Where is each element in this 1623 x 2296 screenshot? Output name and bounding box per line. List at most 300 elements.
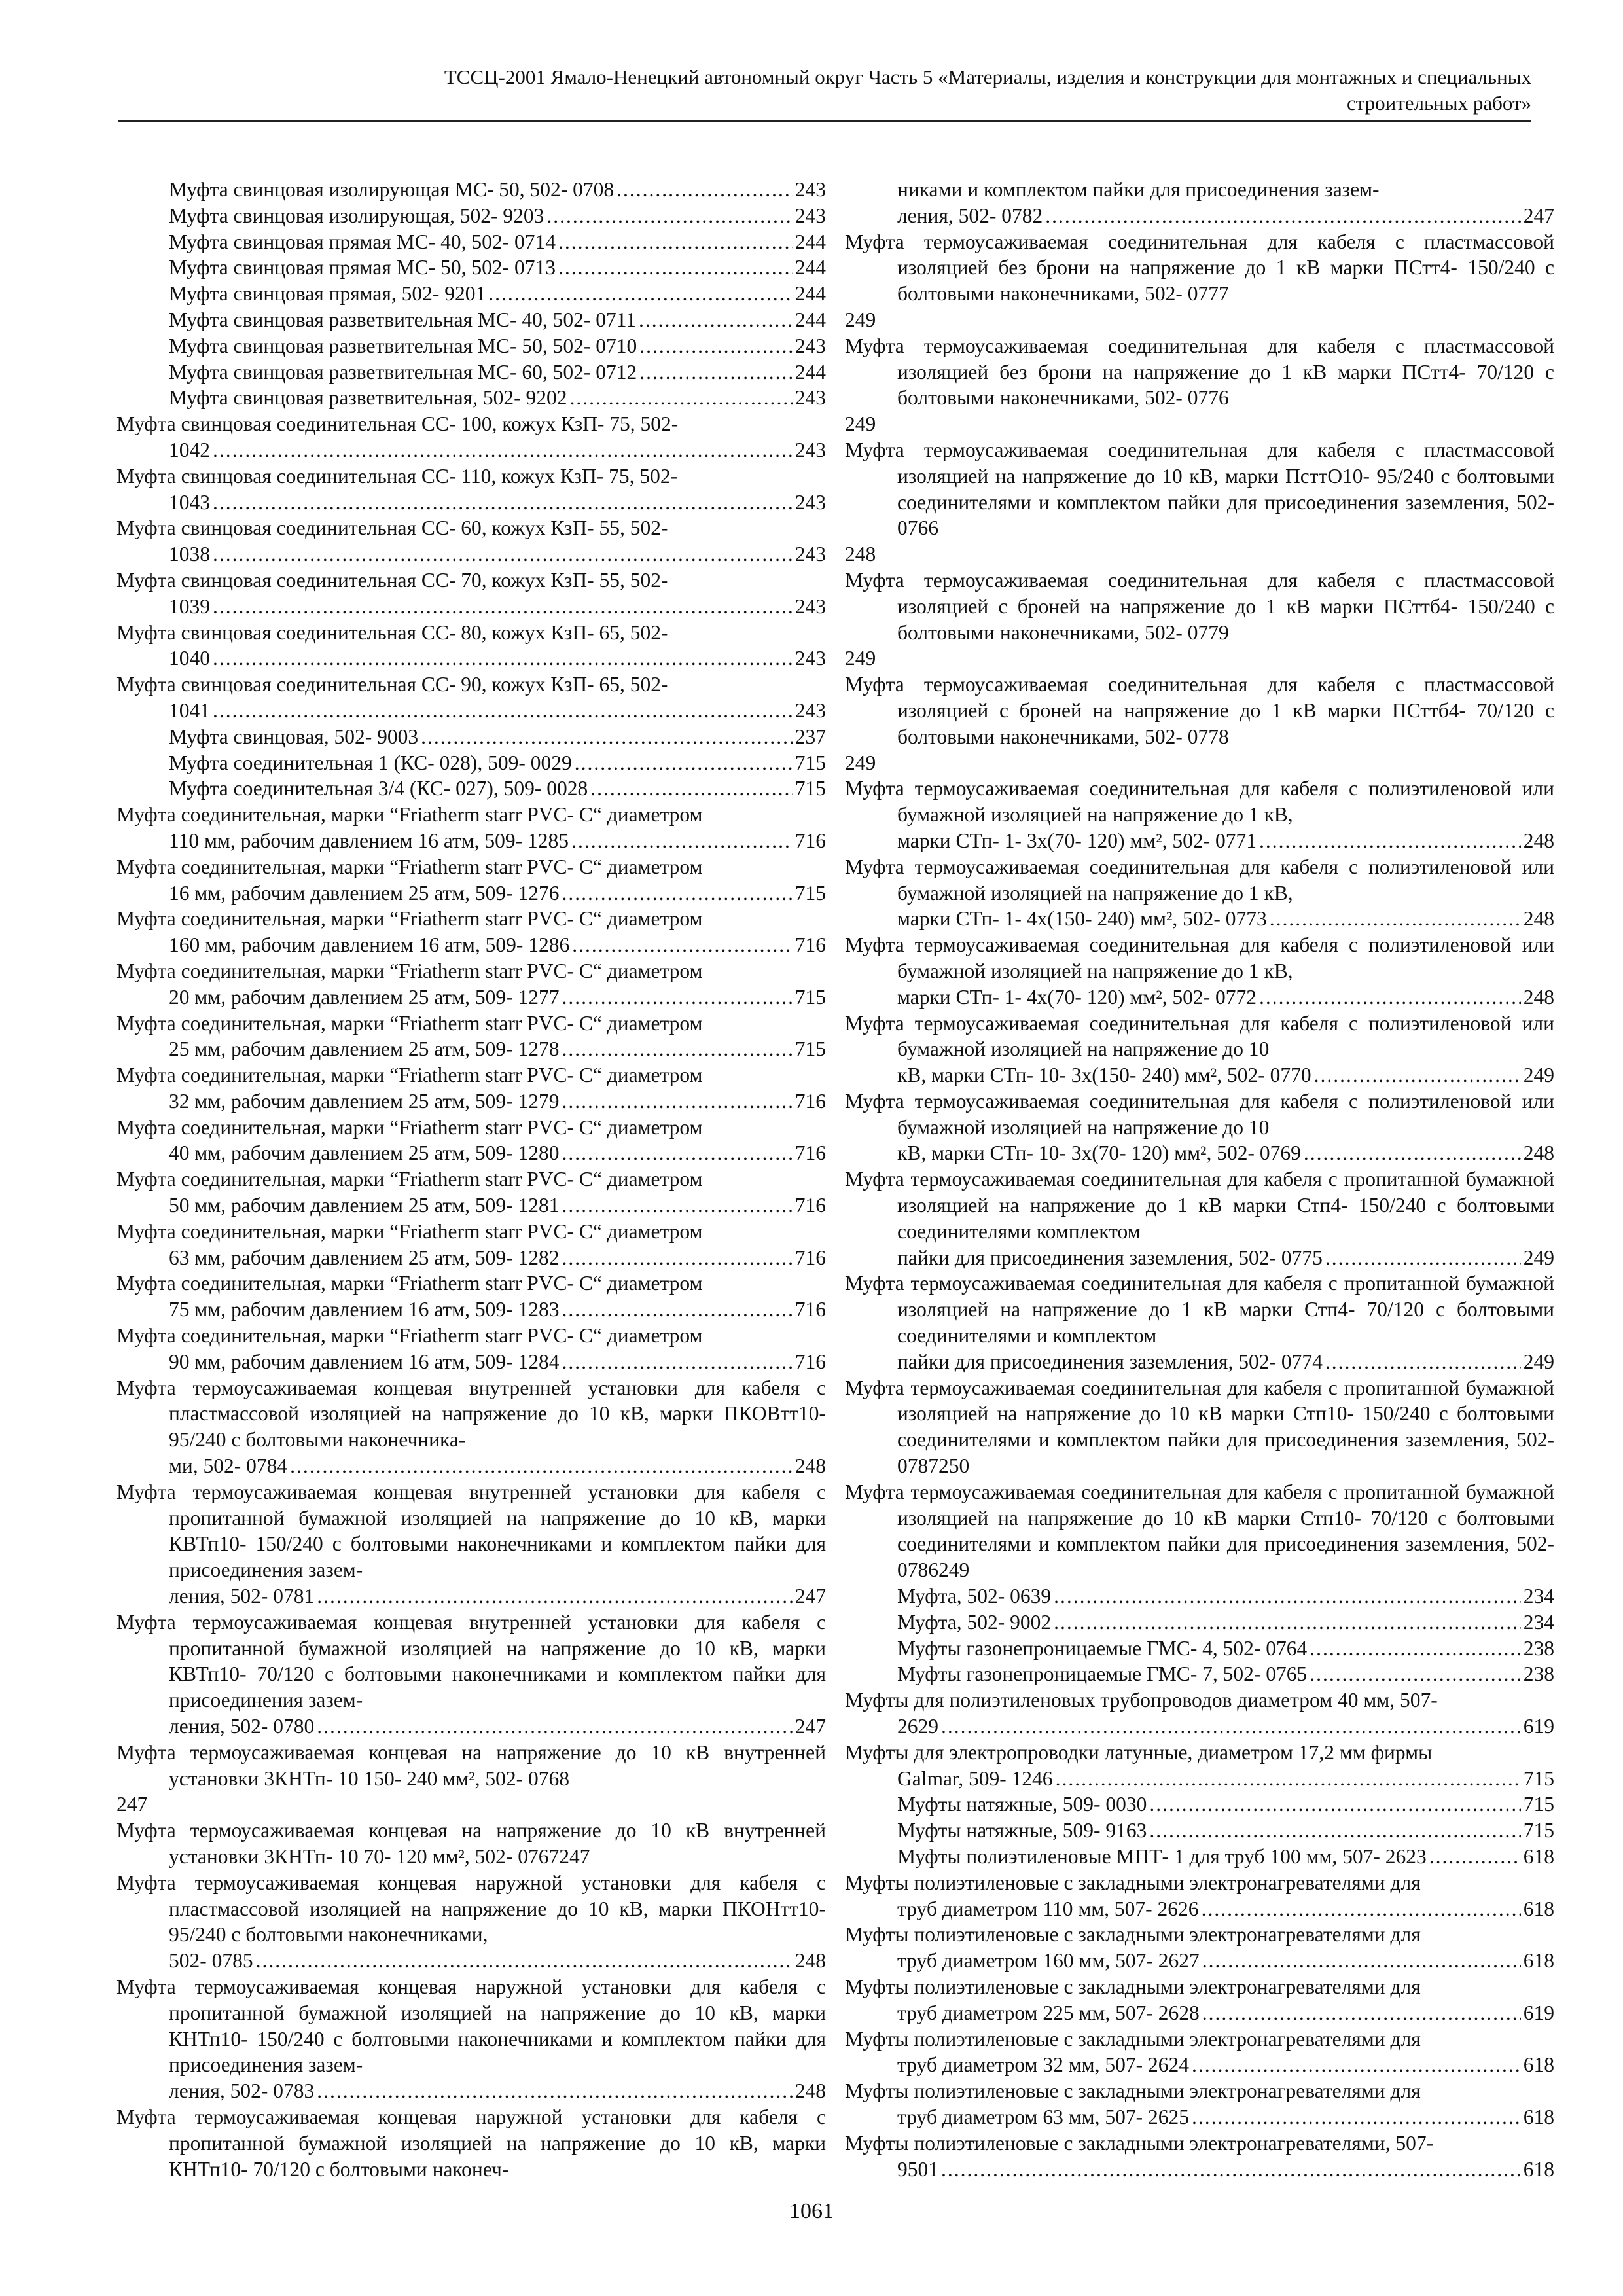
index-entry xyxy=(116,567,826,620)
leader-line xyxy=(169,437,826,463)
entry-text: ления, 502- 0780 xyxy=(169,1715,315,1738)
index-entry xyxy=(116,1375,826,1479)
entry-text: марки СТп- 1- 3х(70- 120) мм², 502- 0771 xyxy=(897,829,1257,852)
entry-text: Муфты газонепроницаемые ГМС- 4, 502- 0764 xyxy=(897,1636,1308,1660)
leader-line xyxy=(169,2078,826,2104)
index-entry xyxy=(116,177,826,203)
entry-text: труб диаметром 110 мм, 507- 2626 xyxy=(897,1897,1199,1920)
entry-text: Муфты полиэтиленовые с закладными электронагревателями для xyxy=(845,2079,1421,2103)
entry-text: пайки для присоединения заземления, 502- 0774 xyxy=(897,1350,1323,1373)
dot-leader xyxy=(1149,1818,1520,1844)
entry-text: труб диаметром 32 мм, 507- 2624 xyxy=(897,2053,1189,2077)
leader-line xyxy=(897,2052,1554,2078)
leader-line xyxy=(169,594,826,620)
entry-text: 1040 xyxy=(169,647,210,670)
index-entry xyxy=(845,1011,1554,1088)
entry-text: Муфта свинцовая прямая МС- 50, 502- 0713 xyxy=(169,256,556,279)
dot-leader xyxy=(213,437,793,463)
leader-line xyxy=(897,1948,1554,1974)
dot-leader xyxy=(213,698,793,724)
entry-page: 248 xyxy=(794,1454,826,1478)
entry-text: Муфта термоусаживаемая концевая на напряжение до 10 кВ внутренней установки 3КНТп- 10 70- 120 мм², 502- 0767247 xyxy=(116,1819,826,1868)
index-entry xyxy=(116,1011,826,1063)
entry-text: Муфта термоусаживаемая соединительная для кабеля с полиэтиленовой или бумажной изоляцией на напряжение до 10 xyxy=(845,1089,1554,1139)
entry-page: 716 xyxy=(794,1194,826,1217)
leader-line xyxy=(897,1636,1554,1662)
leader-line xyxy=(169,281,826,307)
entry-page: 618 xyxy=(1523,1897,1554,1920)
dot-leader xyxy=(639,307,793,333)
dot-leader xyxy=(562,1349,792,1375)
index-entry xyxy=(845,1270,1554,1374)
entry-text: пайки для присоединения заземления, 502- 0775 xyxy=(897,1246,1323,1269)
leader-line xyxy=(169,1297,826,1323)
entry-text: Муфта термоусаживаемая концевая на напряжение до 10 кВ внутренней установки 3КНТп- 10 150- 240 мм², 502- 0768 xyxy=(116,1740,826,1790)
running-header xyxy=(118,64,1531,117)
dot-leader xyxy=(562,1036,792,1062)
entry-text: Муфта термоусаживаемая соединительная для кабеля с пропитанной бумажной изоляцией на напряжение до 10 кВ марки Стп10- 150/240 с болтовыми соединителями и комплектом пайки для присоединения заземления, 502- 0787250 xyxy=(845,1376,1554,1478)
entry-text: Муфта соединительная, марки “Friatherm starr PVC- C“ диаметром xyxy=(116,1064,703,1087)
index-entry xyxy=(845,1687,1554,1740)
entry-text: Муфта свинцовая соединительная СС- 100, кожух КзП- 75, 502- xyxy=(116,412,679,436)
entry-text: Муфта свинцовая разветвительная МС- 50, 502- 0710 xyxy=(169,334,637,357)
leader-line xyxy=(897,1609,1554,1636)
entry-text: Муфта термоусаживаемая соединительная для кабеля с пластмассовой изоляцией с броней на напряжение до 1 кВ марки ПСттб4- 70/120 с болтовыми наконечниками, 502- 0778 xyxy=(845,673,1554,748)
dot-leader xyxy=(488,281,793,307)
index-entry xyxy=(116,854,826,906)
index-entry xyxy=(845,776,1554,853)
leader-line xyxy=(169,255,826,281)
dot-leader xyxy=(1270,906,1521,932)
entry-text: Galmar, 509- 1246 xyxy=(897,1767,1053,1790)
entry-text: Муфта термоусаживаемая концевая наружной установки для кабеля с пропитанной бумажной изоляцией на напряжение до 10 кВ, марки КНТп10- 70/120 с болтовыми наконеч- xyxy=(116,2105,826,2181)
header-line-2: строительных работ» xyxy=(1346,92,1531,115)
entry-text: ми, 502- 0784 xyxy=(169,1454,288,1478)
entry-page: 618 xyxy=(1523,2157,1554,2181)
dot-leader xyxy=(1304,1140,1521,1166)
index-entry xyxy=(845,1791,1554,1818)
entry-page: 249 xyxy=(845,751,876,774)
index-entry xyxy=(116,385,826,411)
dot-leader xyxy=(575,750,793,776)
dot-leader xyxy=(1259,984,1521,1011)
index-entry xyxy=(116,2104,826,2182)
dot-leader xyxy=(256,1948,793,1974)
entry-text: ления, 502- 0783 xyxy=(169,2079,315,2103)
entry-text: Муфта свинцовая, 502- 9003 xyxy=(169,725,419,748)
dot-leader xyxy=(1054,1583,1521,1609)
header-rule xyxy=(118,120,1531,122)
index-entry xyxy=(116,776,826,802)
entry-text: Муфта соединительная, марки “Friatherm starr PVC- C“ диаметром xyxy=(116,959,703,982)
entry-text: Муфта соединительная 3/4 (КС- 027), 509- 0028 xyxy=(169,777,588,800)
entry-page: 249 xyxy=(1523,1246,1554,1269)
leader-line xyxy=(169,828,826,854)
entry-text: Муфты полиэтиленовые с закладными электронагревателями для xyxy=(845,1975,1421,1998)
entry-text: Муфта соединительная, марки “Friatherm starr PVC- C“ диаметром xyxy=(116,907,703,931)
dot-leader xyxy=(213,594,793,620)
entry-text: марки СТп- 1- 4х(150- 240) мм², 502- 0773 xyxy=(897,907,1267,931)
entry-text: Муфта свинцовая прямая МС- 40, 502- 0714 xyxy=(169,230,556,253)
leader-line xyxy=(169,307,826,333)
entry-page: 716 xyxy=(794,1141,826,1165)
index-entry xyxy=(845,1609,1554,1636)
leader-line xyxy=(169,1088,826,1115)
entry-page: 238 xyxy=(1523,1636,1554,1660)
index-entry xyxy=(845,333,1554,437)
entry-page: 244 xyxy=(794,360,826,384)
index-entry xyxy=(116,1219,826,1271)
entry-text: кВ, марки СТп- 10- 3х(150- 240) мм², 502- 0770 xyxy=(897,1064,1311,1087)
leader-line xyxy=(169,1036,826,1062)
leader-line xyxy=(169,1245,826,1271)
dot-leader xyxy=(562,984,792,1011)
leader-line xyxy=(169,880,826,906)
entry-text: Муфта свинцовая изолирующая МС- 50, 502- 0708 xyxy=(169,178,615,201)
leader-line xyxy=(897,1140,1554,1166)
entry-text: Муфта свинцовая соединительная СС- 90, кожух КзП- 65, 502- xyxy=(116,673,668,696)
leader-line xyxy=(169,776,826,802)
entry-text: 1041 xyxy=(169,698,210,722)
entry-text: 63 мм, рабочим давлением 25 атм, 509- 1282 xyxy=(169,1246,560,1269)
index-entry xyxy=(845,1974,1554,2026)
entry-page: 244 xyxy=(794,230,826,253)
entry-text: Муфта термоусаживаемая концевая внутренней установки для кабеля с пропитанной бумажной изоляцией на напряжение до 10 кВ, марки КВТп10- 70/120 с болтовыми наконечниками и комплектом пайки для присоединения зазем- xyxy=(116,1610,826,1712)
leader-line xyxy=(897,2157,1554,2183)
entry-text: Муфта термоусаживаемая соединительная для кабеля с пластмассовой изоляцией без брони на напряжение до 1 кВ марки ПСтт4- 150/240 с болтовыми наконечниками, 502- 0777 xyxy=(845,230,1554,306)
index-entry xyxy=(845,1922,1554,1974)
index-entry xyxy=(116,958,826,1011)
entry-text: Муфта термоусаживаемая соединительная для кабеля с пластмассовой изоляцией без брони на напряжение до 1 кВ марки ПСтт4- 70/120 с болтовыми наконечниками, 502- 0776 xyxy=(845,334,1554,410)
dot-leader xyxy=(562,1297,792,1323)
entry-page: 715 xyxy=(794,1037,826,1061)
entry-text: Муфта соединительная, марки “Friatherm starr PVC- C“ диаметром xyxy=(116,803,703,827)
entry-text: никами и комплектом пайки для присоединения зазем- xyxy=(897,178,1380,201)
dot-leader xyxy=(1056,1766,1521,1792)
leader-line xyxy=(897,1245,1554,1271)
entry-page: 248 xyxy=(1523,1141,1554,1165)
dot-leader xyxy=(562,880,792,906)
leader-line xyxy=(897,1791,1554,1818)
entry-text: Муфта свинцовая разветвительная МС- 40, 502- 0711 xyxy=(169,308,637,331)
index-entry xyxy=(116,411,826,463)
entry-page: 243 xyxy=(794,490,826,514)
entry-text: Муфта свинцовая соединительная СС- 60, кожух КзП- 55, 502- xyxy=(116,516,668,540)
entry-page: 249 xyxy=(1523,1350,1554,1373)
entry-page: 716 xyxy=(794,1298,826,1321)
index-entry xyxy=(116,1818,826,1870)
dot-leader xyxy=(941,1713,1521,1740)
entry-page: 715 xyxy=(794,777,826,800)
entry-text: 20 мм, рабочим давлением 25 атм, 509- 1277 xyxy=(169,985,560,1009)
leader-line xyxy=(169,698,826,724)
dot-leader xyxy=(562,1193,792,1219)
entry-page: 243 xyxy=(794,204,826,227)
entry-page: 249 xyxy=(1523,1064,1554,1087)
dot-leader xyxy=(616,177,793,203)
entry-page: 619 xyxy=(1523,1715,1554,1738)
index-entry xyxy=(845,1870,1554,1922)
entry-page: 618 xyxy=(1523,1949,1554,1973)
entry-page: 238 xyxy=(1523,1662,1554,1686)
entry-text: Муфта свинцовая прямая, 502- 9201 xyxy=(169,282,486,306)
dot-leader xyxy=(941,2157,1521,2183)
entry-page: 248 xyxy=(1523,985,1554,1009)
dot-leader xyxy=(290,1453,793,1479)
entry-page: 248 xyxy=(794,1949,826,1973)
entry-page: 234 xyxy=(1523,1610,1554,1634)
index-entry xyxy=(116,1323,826,1375)
dot-leader xyxy=(1429,1844,1521,1870)
index-entry xyxy=(845,2130,1554,2183)
entry-text: Муфта термоусаживаемая соединительная для кабеля с полиэтиленовой или бумажной изоляцией на напряжение до 1 кВ, xyxy=(845,777,1554,827)
index-entry xyxy=(116,203,826,229)
dot-leader xyxy=(569,385,792,411)
page-number: 1061 xyxy=(789,2199,834,2223)
dot-leader xyxy=(1325,1349,1521,1375)
index-entry xyxy=(845,1818,1554,1844)
entry-text: Муфта, 502- 9002 xyxy=(897,1610,1052,1634)
entry-text: Муфта термоусаживаемая соединительная для кабеля с пропитанной бумажной изоляцией на напряжение до 10 кВ марки Стп10- 70/120 с болтовыми соединителями и комплектом пайки для присоединения заземления, 502- 0786249 xyxy=(845,1480,1554,1582)
dot-leader xyxy=(558,229,793,255)
index-entry xyxy=(116,1740,826,1818)
entry-text: Муфты натяжные, 509- 0030 xyxy=(897,1793,1147,1816)
entry-page: 247 xyxy=(794,1715,826,1738)
entry-page: 716 xyxy=(794,1089,826,1113)
leader-line xyxy=(169,1948,826,1974)
leader-line xyxy=(169,541,826,567)
leader-line xyxy=(169,359,826,386)
entry-page: 715 xyxy=(794,881,826,905)
entry-page: 618 xyxy=(1523,1845,1554,1868)
dot-leader xyxy=(317,1713,792,1740)
entry-text: Муфта соединительная, марки “Friatherm starr PVC- C“ диаметром xyxy=(116,1219,703,1243)
leader-line xyxy=(169,333,826,359)
dot-leader xyxy=(562,1088,792,1115)
entry-text: Муфта термоусаживаемая концевая наружной установки для кабеля с пластмассовой изоляцией на напряжение до 10 кВ, марки ПКОНтт10- 95/240 с болтовыми наконечниками, xyxy=(116,1871,826,1946)
entry-page: 243 xyxy=(794,647,826,670)
entry-text: Муфты для электропроводки латунные, диаметром 17,2 мм фирмы xyxy=(845,1740,1433,1764)
leader-line xyxy=(897,1713,1554,1740)
leader-line xyxy=(897,1349,1554,1375)
dot-leader xyxy=(1325,1245,1521,1271)
entry-text: Муфта свинцовая соединительная СС- 80, кожух КзП- 65, 502- xyxy=(116,620,668,644)
entry-text: 1043 xyxy=(169,490,210,514)
index-entry xyxy=(116,1062,826,1115)
entry-text: 32 мм, рабочим давлением 25 атм, 509- 1279 xyxy=(169,1089,560,1113)
entry-page: 234 xyxy=(1523,1585,1554,1608)
entry-page: 618 xyxy=(1523,2105,1554,2128)
index-entry xyxy=(845,437,1554,567)
index-entry xyxy=(116,229,826,255)
index-entry xyxy=(845,672,1554,776)
entry-text: Муфта свинцовая изолирующая, 502- 9203 xyxy=(169,204,544,227)
leader-line xyxy=(169,490,826,516)
entry-text: труб диаметром 160 мм, 507- 2627 xyxy=(897,1949,1200,1973)
leader-line xyxy=(897,984,1554,1011)
leader-line xyxy=(897,906,1554,932)
dot-leader xyxy=(1192,2104,1521,2130)
leader-line xyxy=(169,724,826,750)
leader-line xyxy=(169,932,826,958)
entry-text: Муфта термоусаживаемая соединительная для кабеля с полиэтиленовой или бумажной изоляцией на напряжение до 10 xyxy=(845,1011,1554,1061)
entry-page: 716 xyxy=(794,933,826,957)
entry-text: Муфта свинцовая соединительная СС- 70, кожух КзП- 55, 502- xyxy=(116,568,668,592)
leader-line xyxy=(169,1140,826,1166)
entry-text: Муфта термоусаживаемая соединительная для кабеля с пропитанной бумажной изоляцией на напряжение до 1 кВ марки Стп4- 150/240 с болтовыми соединителями комплектом xyxy=(845,1168,1554,1243)
entry-text: Муфта термоусаживаемая соединительная для кабеля с полиэтиленовой или бумажной изоляцией на напряжение до 1 кВ, xyxy=(845,933,1554,982)
dot-leader xyxy=(562,1245,792,1271)
entry-text: 1038 xyxy=(169,543,210,566)
entry-text: Муфта соединительная, марки “Friatherm starr PVC- C“ диаметром xyxy=(116,1011,703,1035)
entry-text: Муфта соединительная 1 (КС- 028), 509- 0029 xyxy=(169,751,572,774)
entry-text: Муфта термоусаживаемая концевая внутренней установки для кабеля с пропитанной бумажной изоляцией на напряжение до 10 кВ, марки КВТп10- 150/240 с болтовыми наконечниками и комплектом пайки для присоединения зазем- xyxy=(116,1480,826,1582)
entry-text: Муфты газонепроницаемые ГМС- 7, 502- 0765 xyxy=(897,1662,1308,1686)
entry-text: ления, 502- 0782 xyxy=(897,204,1043,227)
index-entry xyxy=(116,1270,826,1323)
entry-text: 1042 xyxy=(169,438,210,461)
leader-line xyxy=(897,1896,1554,1922)
entry-text: 9501 xyxy=(897,2157,938,2181)
entry-page: 243 xyxy=(794,178,826,201)
leader-line xyxy=(169,1453,826,1479)
entry-text: Муфта свинцовая разветвительная МС- 60, 502- 0712 xyxy=(169,360,637,384)
entry-text: марки СТп- 1- 4х(70- 120) мм², 502- 0772 xyxy=(897,985,1257,1009)
entry-text: 2629 xyxy=(897,1715,938,1738)
dot-leader xyxy=(1314,1062,1521,1088)
entry-page: 248 xyxy=(845,543,876,566)
leader-line xyxy=(897,828,1554,854)
index-entry xyxy=(116,1479,826,1609)
entry-text: Муфта термоусаживаемая соединительная для кабеля с пластмассовой изоляцией на напряжение до 10 кВ, марки ПсттО10- 95/240 с болтовыми соединителями и комплектом пайки для присоединения заземления, 502- 0766 xyxy=(845,438,1554,540)
entry-page: 618 xyxy=(1523,2053,1554,2077)
entry-text: 16 мм, рабочим давлением 25 атм, 509- 1276 xyxy=(169,881,560,905)
dot-leader xyxy=(213,541,793,567)
dot-leader xyxy=(213,490,793,516)
entry-page: 716 xyxy=(794,1246,826,1269)
index-entry xyxy=(116,333,826,359)
entry-text: Муфта соединительная, марки “Friatherm starr PVC- C“ диаметром xyxy=(116,1272,703,1295)
dot-leader xyxy=(1202,1948,1521,1974)
entry-page: 249 xyxy=(845,647,876,670)
index-entry xyxy=(116,906,826,958)
index-entry xyxy=(845,1740,1554,1792)
dot-leader xyxy=(572,932,793,958)
dot-leader xyxy=(1054,1609,1521,1636)
leader-line xyxy=(169,1193,826,1219)
index-entry xyxy=(845,177,1554,229)
entry-text: ления, 502- 0781 xyxy=(169,1585,315,1608)
entry-page: 243 xyxy=(794,543,826,566)
entry-page: 715 xyxy=(1523,1793,1554,1816)
leader-line xyxy=(169,177,826,203)
index-entry xyxy=(116,1870,826,1974)
entry-page: 243 xyxy=(794,438,826,461)
entry-page: 715 xyxy=(1523,1767,1554,1790)
entry-text: Муфты полиэтиленовые с закладными электронагревателями для xyxy=(845,1871,1421,1894)
entry-page: 715 xyxy=(1523,1819,1554,1842)
entry-text: 40 мм, рабочим давлением 25 атм, 509- 1280 xyxy=(169,1141,560,1165)
entry-page: 243 xyxy=(794,386,826,410)
leader-line xyxy=(169,1713,826,1740)
entry-text: труб диаметром 225 мм, 507- 2628 xyxy=(897,2001,1200,2024)
index-entry xyxy=(845,2078,1554,2130)
entry-text: 502- 0785 xyxy=(169,1949,253,1973)
leader-line xyxy=(897,2000,1554,2026)
entry-text: кВ, марки СТп- 10- 3х(70- 120) мм², 502- 0769 xyxy=(897,1141,1301,1165)
leader-line xyxy=(169,984,826,1011)
header-line-1: ТССЦ-2001 Ямало-Ненецкий автономный округ Часть 5 «Материалы, изделия и конструкции для монтажных и специальных xyxy=(444,65,1531,88)
dot-leader xyxy=(571,828,793,854)
entry-text: Муфта соединительная, марки “Friatherm starr PVC- C“ диаметром xyxy=(116,1168,703,1191)
entry-page: 248 xyxy=(1523,829,1554,852)
entry-text: труб диаметром 63 мм, 507- 2625 xyxy=(897,2105,1189,2128)
dot-leader xyxy=(1045,203,1520,229)
dot-leader xyxy=(317,1583,792,1609)
dot-leader xyxy=(562,1140,792,1166)
dot-leader xyxy=(317,2078,792,2104)
leader-line xyxy=(169,645,826,672)
entry-page: 247 xyxy=(116,1793,148,1816)
dot-leader xyxy=(639,333,793,359)
index-entry xyxy=(845,229,1554,333)
dot-leader xyxy=(639,359,793,386)
leader-line xyxy=(169,1349,826,1375)
entry-text: Муфта термоусаживаемая соединительная для кабеля с пропитанной бумажной изоляцией на напряжение до 1 кВ марки Стп4- 70/120 с болтовыми соединителями и комплектом xyxy=(845,1272,1554,1348)
entry-page: 248 xyxy=(794,2079,826,2103)
entry-page: 243 xyxy=(794,334,826,357)
index-entry xyxy=(845,1166,1554,1270)
index-entry xyxy=(845,567,1554,672)
index-entry xyxy=(845,932,1554,1010)
index-entry xyxy=(116,724,826,750)
index-entry xyxy=(116,750,826,776)
entry-text: Муфты полиэтиленовые МПТ- 1 для труб 100 мм, 507- 2623 xyxy=(897,1845,1427,1868)
leader-line xyxy=(897,1583,1554,1609)
entry-text: 75 мм, рабочим давлением 16 атм, 509- 1283 xyxy=(169,1298,560,1321)
entry-page: 244 xyxy=(794,308,826,331)
entry-text: Муфты полиэтиленовые с закладными электронагревателями для xyxy=(845,1923,1421,1946)
index-entry xyxy=(845,1375,1554,1479)
entry-page: 715 xyxy=(794,751,826,774)
entry-page: 244 xyxy=(794,256,826,279)
dot-leader xyxy=(1259,828,1521,854)
index-entry xyxy=(116,463,826,516)
entry-text: Муфта соединительная, марки “Friatherm starr PVC- C“ диаметром xyxy=(116,1115,703,1139)
entry-page: 247 xyxy=(794,1585,826,1608)
index-entry xyxy=(845,1479,1554,1583)
entry-text: Муфта термоусаживаемая концевая внутренней установки для кабеля с пластмассовой изоляцией на напряжение до 10 кВ, марки ПКОВтт10- 95/240 с болтовыми наконечника- xyxy=(116,1376,826,1452)
index-entry xyxy=(116,802,826,854)
index-entry xyxy=(845,1844,1554,1870)
dot-leader xyxy=(1202,2000,1521,2026)
entry-text: Муфта свинцовая разветвительная, 502- 9202 xyxy=(169,386,567,410)
index-entry xyxy=(116,1166,826,1219)
entry-page: 243 xyxy=(794,698,826,722)
index-entry xyxy=(116,1609,826,1740)
entry-text: Муфта соединительная, марки “Friatherm starr PVC- C“ диаметром xyxy=(116,1324,703,1348)
dot-leader xyxy=(546,203,792,229)
dot-leader xyxy=(1192,2052,1521,2078)
entry-page: 244 xyxy=(794,282,826,306)
dot-leader xyxy=(558,255,793,281)
leader-line xyxy=(169,1583,826,1609)
index-column-right xyxy=(845,177,1554,2182)
entry-page: 237 xyxy=(794,725,826,748)
entry-text: 90 мм, рабочим давлением 16 атм, 509- 1284 xyxy=(169,1350,560,1373)
dot-leader xyxy=(1149,1791,1520,1818)
leader-line xyxy=(897,1818,1554,1844)
